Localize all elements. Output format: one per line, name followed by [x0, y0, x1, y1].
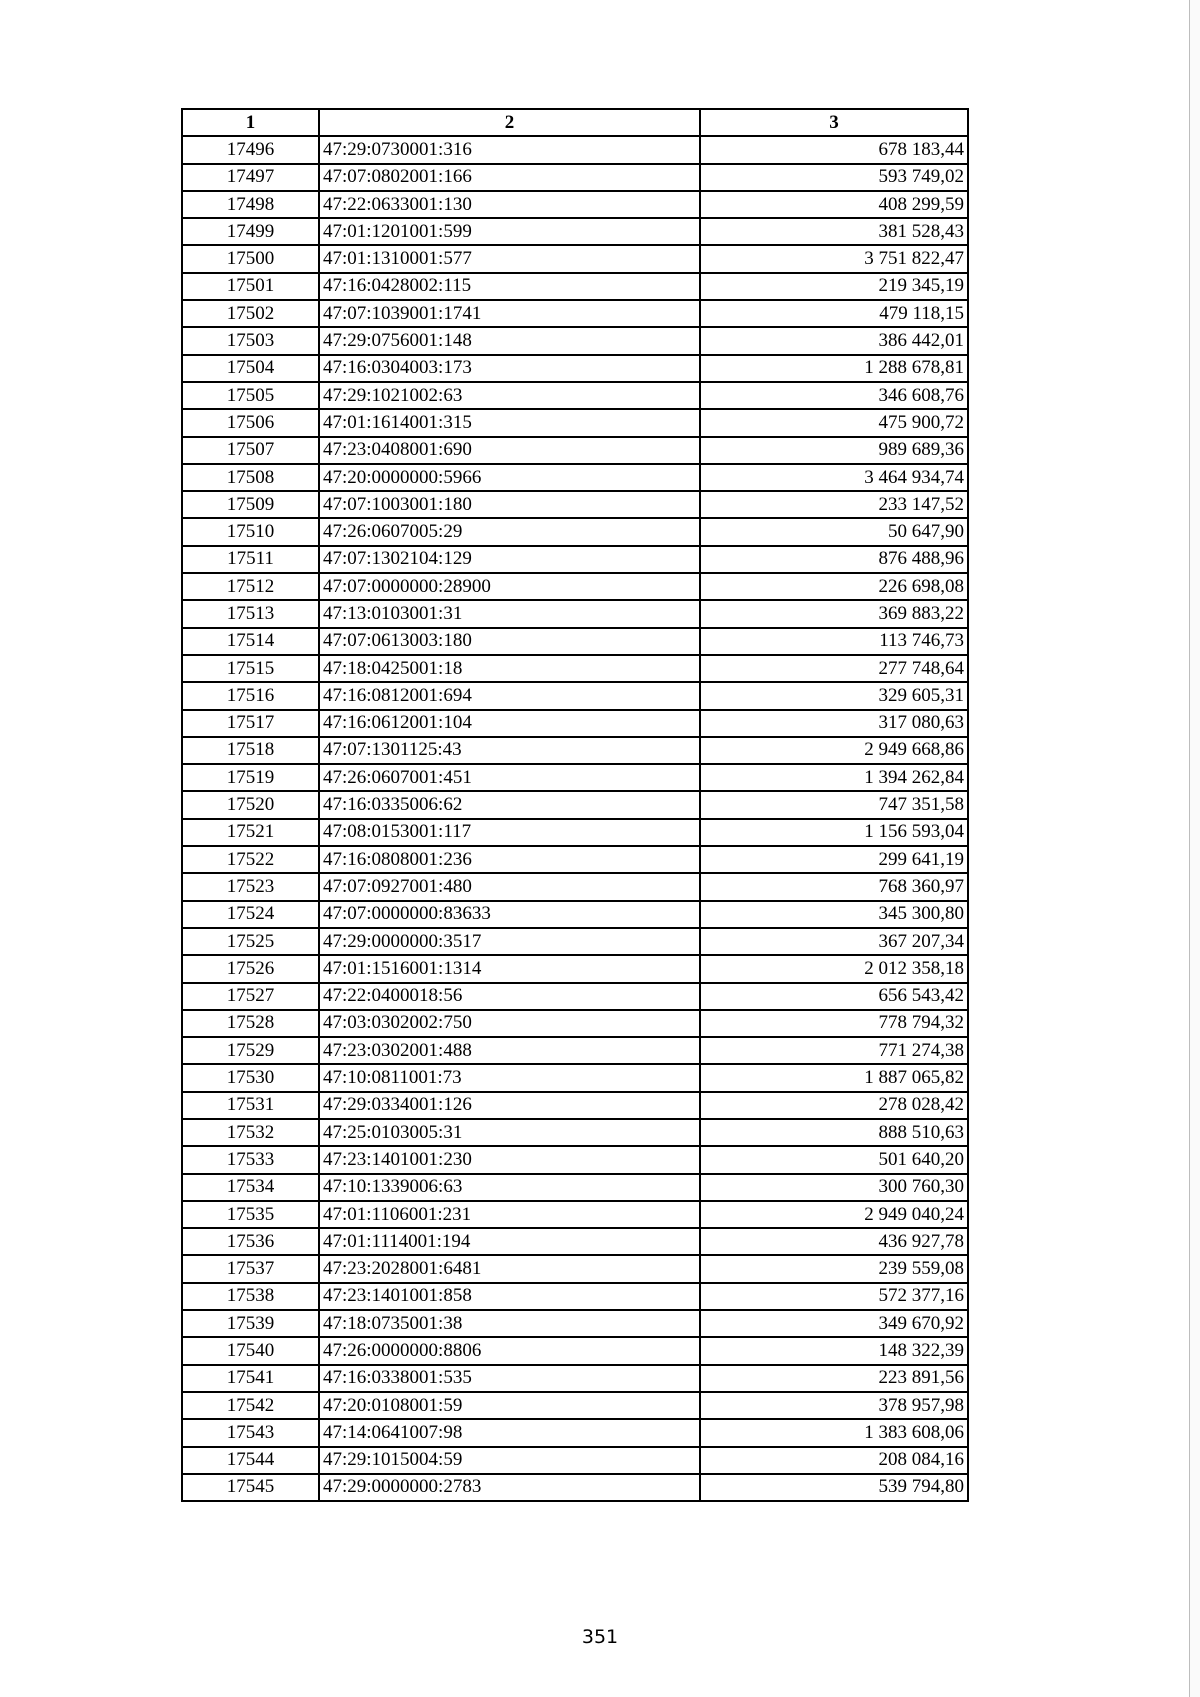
- amount-value: 378 957,98: [700, 1392, 968, 1419]
- row-number: 17504: [182, 355, 319, 382]
- amount-value: 539 794,80: [700, 1474, 968, 1501]
- cadastral-number: 47:16:0428002:115: [319, 273, 700, 300]
- cadastral-number: 47:07:0000000:83633: [319, 901, 700, 928]
- cadastral-number: 47:23:2028001:6481: [319, 1255, 700, 1282]
- amount-value: 888 510,63: [700, 1119, 968, 1146]
- cadastral-number: 47:26:0607001:451: [319, 764, 700, 791]
- row-number: 17536: [182, 1228, 319, 1255]
- amount-value: 747 351,58: [700, 791, 968, 818]
- row-number: 17544: [182, 1447, 319, 1474]
- cadastral-number: 47:10:1339006:63: [319, 1174, 700, 1201]
- table-row: [182, 1419, 968, 1446]
- amount-value: 2 949 040,24: [700, 1201, 968, 1228]
- table-row: [182, 409, 968, 436]
- table-row: [182, 218, 968, 245]
- row-number: 17532: [182, 1119, 319, 1146]
- column-header-3: 3: [700, 109, 968, 136]
- row-number: 17531: [182, 1092, 319, 1119]
- row-number: 17538: [182, 1283, 319, 1310]
- row-number: 17501: [182, 273, 319, 300]
- row-number: 17518: [182, 737, 319, 764]
- table-row: [182, 355, 968, 382]
- cadastral-number: 47:16:0335006:62: [319, 791, 700, 818]
- amount-value: 678 183,44: [700, 136, 968, 163]
- row-number: 17530: [182, 1064, 319, 1091]
- amount-value: 1 383 608,06: [700, 1419, 968, 1446]
- amount-value: 50 647,90: [700, 518, 968, 545]
- amount-value: 501 640,20: [700, 1146, 968, 1173]
- amount-value: 479 118,15: [700, 300, 968, 327]
- row-number: 17515: [182, 655, 319, 682]
- row-number: 17537: [182, 1255, 319, 1282]
- table-row: [182, 1310, 968, 1337]
- row-number: 17507: [182, 437, 319, 464]
- amount-value: 300 760,30: [700, 1174, 968, 1201]
- amount-value: 3 464 934,74: [700, 464, 968, 491]
- row-number: 17519: [182, 764, 319, 791]
- row-number: 17497: [182, 164, 319, 191]
- row-number: 17542: [182, 1392, 319, 1419]
- cadastral-number: 47:07:0927001:480: [319, 873, 700, 900]
- cadastral-number: 47:29:0000000:3517: [319, 928, 700, 955]
- amount-value: 656 543,42: [700, 983, 968, 1010]
- amount-value: 278 028,42: [700, 1092, 968, 1119]
- table-row: [182, 1474, 968, 1501]
- row-number: 17522: [182, 846, 319, 873]
- cadastral-number: 47:23:1401001:858: [319, 1283, 700, 1310]
- amount-value: 226 698,08: [700, 573, 968, 600]
- cadastral-number: 47:07:1039001:1741: [319, 300, 700, 327]
- row-number: 17523: [182, 873, 319, 900]
- amount-value: 572 377,16: [700, 1283, 968, 1310]
- cadastral-number: 47:23:0302001:488: [319, 1037, 700, 1064]
- cadastral-number: 47:16:0338001:535: [319, 1365, 700, 1392]
- row-number: 17500: [182, 245, 319, 272]
- row-number: 17533: [182, 1146, 319, 1173]
- table-row: [182, 1146, 968, 1173]
- cadastral-number: 47:29:0730001:316: [319, 136, 700, 163]
- amount-value: 1 156 593,04: [700, 819, 968, 846]
- cadastral-number: 47:20:0000000:5966: [319, 464, 700, 491]
- table-row: [182, 464, 968, 491]
- table-row: [182, 546, 968, 573]
- row-number: 17508: [182, 464, 319, 491]
- cadastral-number: 47:16:0304003:173: [319, 355, 700, 382]
- cadastral-number: 47:13:0103001:31: [319, 600, 700, 627]
- cadastral-number: 47:14:0641007:98: [319, 1419, 700, 1446]
- amount-value: 1 288 678,81: [700, 355, 968, 382]
- row-number: 17505: [182, 382, 319, 409]
- table-row: [182, 437, 968, 464]
- table-row: [182, 901, 968, 928]
- cadastral-number: 47:29:0756001:148: [319, 327, 700, 354]
- cadastral-number: 47:16:0612001:104: [319, 710, 700, 737]
- amount-value: 3 751 822,47: [700, 245, 968, 272]
- amount-value: 113 746,73: [700, 628, 968, 655]
- row-number: 17503: [182, 327, 319, 354]
- cadastral-number: 47:07:0000000:28900: [319, 573, 700, 600]
- table-row: [182, 1037, 968, 1064]
- cadastral-number: 47:29:0334001:126: [319, 1092, 700, 1119]
- cadastral-number: 47:26:0607005:29: [319, 518, 700, 545]
- cadastral-number: 47:01:1201001:599: [319, 218, 700, 245]
- cadastral-number: 47:23:0408001:690: [319, 437, 700, 464]
- table-row: [182, 1392, 968, 1419]
- table-row: [182, 273, 968, 300]
- table-row: [182, 600, 968, 627]
- amount-value: 386 442,01: [700, 327, 968, 354]
- row-number: 17499: [182, 218, 319, 245]
- table-row: [182, 655, 968, 682]
- cadastral-number: 47:29:0000000:2783: [319, 1474, 700, 1501]
- row-number: 17521: [182, 819, 319, 846]
- amount-value: 349 670,92: [700, 1310, 968, 1337]
- amount-value: 299 641,19: [700, 846, 968, 873]
- cadastral-number: 47:18:0735001:38: [319, 1310, 700, 1337]
- table-row: [182, 1064, 968, 1091]
- cadastral-number: 47:22:0400018:56: [319, 983, 700, 1010]
- table-row: [182, 628, 968, 655]
- amount-value: 436 927,78: [700, 1228, 968, 1255]
- column-header-2: 2: [319, 109, 700, 136]
- amount-value: 208 084,16: [700, 1447, 968, 1474]
- amount-value: 233 147,52: [700, 491, 968, 518]
- table-row: [182, 819, 968, 846]
- table-row: [182, 382, 968, 409]
- table-row: [182, 1010, 968, 1037]
- amount-value: 876 488,96: [700, 546, 968, 573]
- row-number: 17514: [182, 628, 319, 655]
- amount-value: 277 748,64: [700, 655, 968, 682]
- row-number: 17541: [182, 1365, 319, 1392]
- row-number: 17496: [182, 136, 319, 163]
- row-number: 17510: [182, 518, 319, 545]
- table-row: [182, 737, 968, 764]
- table-row: [182, 136, 968, 163]
- row-number: 17529: [182, 1037, 319, 1064]
- column-header-1: 1: [182, 109, 319, 136]
- table-row: [182, 846, 968, 873]
- amount-value: 771 274,38: [700, 1037, 968, 1064]
- row-number: 17517: [182, 710, 319, 737]
- table-row: [182, 873, 968, 900]
- table-row: [182, 245, 968, 272]
- table-row: [182, 1365, 968, 1392]
- amount-value: 593 749,02: [700, 164, 968, 191]
- row-number: 17525: [182, 928, 319, 955]
- registry-table: [181, 108, 969, 1502]
- row-number: 17502: [182, 300, 319, 327]
- table-row: [182, 1201, 968, 1228]
- amount-value: 408 299,59: [700, 191, 968, 218]
- amount-value: 219 345,19: [700, 273, 968, 300]
- table-row: [182, 955, 968, 982]
- row-number: 17511: [182, 546, 319, 573]
- amount-value: 345 300,80: [700, 901, 968, 928]
- amount-value: 346 608,76: [700, 382, 968, 409]
- amount-value: 2 012 358,18: [700, 955, 968, 982]
- amount-value: 2 949 668,86: [700, 737, 968, 764]
- table-row: [182, 1255, 968, 1282]
- cadastral-number: 47:07:0802001:166: [319, 164, 700, 191]
- table-row: [182, 1447, 968, 1474]
- row-number: 17543: [182, 1419, 319, 1446]
- amount-value: 317 080,63: [700, 710, 968, 737]
- table-row: [182, 1283, 968, 1310]
- table-header-row: [182, 109, 968, 136]
- row-number: 17506: [182, 409, 319, 436]
- table-row: [182, 1228, 968, 1255]
- cadastral-number: 47:07:1302104:129: [319, 546, 700, 573]
- amount-value: 381 528,43: [700, 218, 968, 245]
- table-row: [182, 164, 968, 191]
- row-number: 17545: [182, 1474, 319, 1501]
- amount-value: 1 394 262,84: [700, 764, 968, 791]
- amount-value: 329 605,31: [700, 682, 968, 709]
- table-row: [182, 491, 968, 518]
- cadastral-number: 47:22:0633001:130: [319, 191, 700, 218]
- row-number: 17516: [182, 682, 319, 709]
- table-row: [182, 191, 968, 218]
- page-number: 351: [581, 1626, 619, 1648]
- amount-value: 369 883,22: [700, 600, 968, 627]
- table-row: [182, 518, 968, 545]
- table-row: [182, 682, 968, 709]
- amount-value: 1 887 065,82: [700, 1064, 968, 1091]
- row-number: 17539: [182, 1310, 319, 1337]
- row-number: 17534: [182, 1174, 319, 1201]
- amount-value: 475 900,72: [700, 409, 968, 436]
- cadastral-number: 47:29:1021002:63: [319, 382, 700, 409]
- amount-value: 367 207,34: [700, 928, 968, 955]
- row-number: 17526: [182, 955, 319, 982]
- row-number: 17524: [182, 901, 319, 928]
- row-number: 17513: [182, 600, 319, 627]
- row-number: 17512: [182, 573, 319, 600]
- cadastral-number: 47:10:0811001:73: [319, 1064, 700, 1091]
- cadastral-number: 47:03:0302002:750: [319, 1010, 700, 1037]
- table-row: [182, 764, 968, 791]
- page-edge: [1189, 0, 1200, 1697]
- cadastral-number: 47:01:1310001:577: [319, 245, 700, 272]
- table-row: [182, 327, 968, 354]
- amount-value: 148 322,39: [700, 1337, 968, 1364]
- table-row: [182, 1092, 968, 1119]
- cadastral-number: 47:01:1114001:194: [319, 1228, 700, 1255]
- cadastral-number: 47:07:1301125:43: [319, 737, 700, 764]
- table-row: [182, 791, 968, 818]
- table-row: [182, 300, 968, 327]
- row-number: 17498: [182, 191, 319, 218]
- amount-value: 239 559,08: [700, 1255, 968, 1282]
- cadastral-number: 47:29:1015004:59: [319, 1447, 700, 1474]
- row-number: 17520: [182, 791, 319, 818]
- table-body: [182, 136, 968, 1501]
- row-number: 17527: [182, 983, 319, 1010]
- table-row: [182, 983, 968, 1010]
- cadastral-number: 47:01:1516001:1314: [319, 955, 700, 982]
- cadastral-number: 47:25:0103005:31: [319, 1119, 700, 1146]
- cadastral-number: 47:16:0808001:236: [319, 846, 700, 873]
- cadastral-number: 47:08:0153001:117: [319, 819, 700, 846]
- cadastral-number: 47:07:0613003:180: [319, 628, 700, 655]
- amount-value: 989 689,36: [700, 437, 968, 464]
- row-number: 17535: [182, 1201, 319, 1228]
- row-number: 17509: [182, 491, 319, 518]
- cadastral-number: 47:23:1401001:230: [319, 1146, 700, 1173]
- table-row: [182, 1119, 968, 1146]
- cadastral-number: 47:01:1106001:231: [319, 1201, 700, 1228]
- amount-value: 223 891,56: [700, 1365, 968, 1392]
- cadastral-number: 47:20:0108001:59: [319, 1392, 700, 1419]
- table-row: [182, 1337, 968, 1364]
- table-row: [182, 928, 968, 955]
- row-number: 17540: [182, 1337, 319, 1364]
- table-row: [182, 710, 968, 737]
- cadastral-number: 47:26:0000000:8806: [319, 1337, 700, 1364]
- cadastral-number: 47:18:0425001:18: [319, 655, 700, 682]
- table-row: [182, 573, 968, 600]
- amount-value: 768 360,97: [700, 873, 968, 900]
- cadastral-number: 47:16:0812001:694: [319, 682, 700, 709]
- cadastral-number: 47:01:1614001:315: [319, 409, 700, 436]
- table-row: [182, 1174, 968, 1201]
- cadastral-number: 47:07:1003001:180: [319, 491, 700, 518]
- amount-value: 778 794,32: [700, 1010, 968, 1037]
- row-number: 17528: [182, 1010, 319, 1037]
